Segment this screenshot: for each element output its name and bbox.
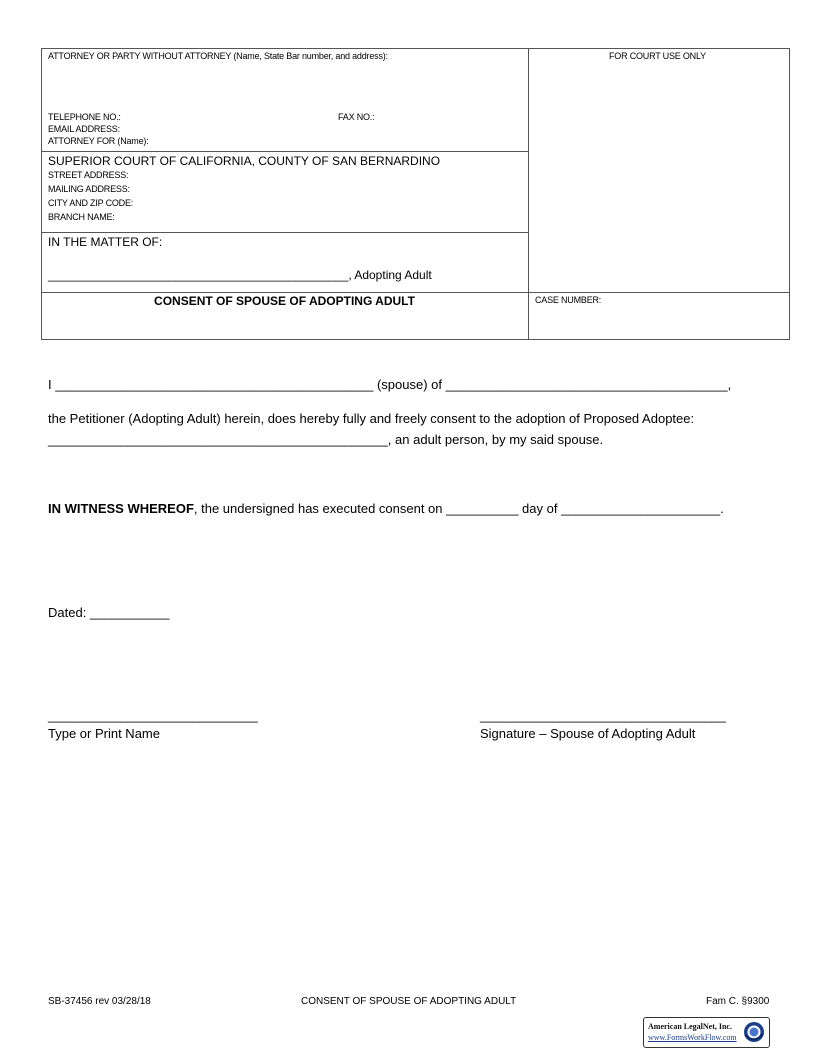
witness-text: , the undersigned has executed consent on __________ day of ______________________. [193, 501, 724, 516]
footer-title: CONSENT OF SPOUSE OF ADOPTING ADULT [301, 996, 517, 1007]
mailing-address-label: MAILING ADDRESS: [48, 184, 130, 194]
fax-label: FAX NO.: [338, 112, 375, 122]
caption-top-border [41, 48, 790, 49]
attorney-label: ATTORNEY OR PARTY WITHOUT ATTORNEY (Name, State Bar number, and address): [48, 51, 388, 61]
telephone-label: TELEPHONE NO.: [48, 112, 121, 122]
caption-bottom-border [41, 339, 790, 340]
court-use-label: FOR COURT USE ONLY [609, 51, 706, 61]
court-name: SUPERIOR COURT OF CALIFORNIA, COUNTY OF SAN BERNARDINO [48, 154, 441, 168]
city-zip-label: CITY AND ZIP CODE: [48, 198, 134, 208]
email-label: EMAIL ADDRESS: [48, 124, 120, 134]
form-title: CONSENT OF SPOUSE OF ADOPTING ADULT [154, 294, 415, 308]
spouse-line: I ____________________________________________ (spouse) of _______________________________________, [48, 377, 732, 392]
logo-company-name: American LegalNet, Inc. [648, 1022, 732, 1031]
attorney-for-label: ATTORNEY FOR (Name): [48, 136, 149, 146]
attorney-section-divider [41, 151, 528, 152]
statute-reference: Fam C. §9300 [706, 996, 770, 1007]
logo-website[interactable]: www.FormsWorkFlow.com [648, 1033, 737, 1042]
consent-statement: the Petitioner (Adopting Adult) herein, does hereby fully and freely consent to the adoption of Proposed Adoptee: [48, 411, 695, 426]
adoptee-line: _______________________________________________, an adult person, by my said spouse. [48, 432, 604, 447]
print-name-label: Type or Print Name [48, 726, 160, 741]
case-number-label: CASE NUMBER: [535, 295, 602, 305]
signature-line: __________________________________ [480, 708, 726, 723]
branch-name-label: BRANCH NAME: [48, 212, 115, 222]
print-name-line: _____________________________ [48, 708, 258, 723]
witness-line [48, 501, 724, 516]
caption-middle-divider [528, 48, 529, 340]
caption-right-border [789, 48, 790, 340]
matter-label: IN THE MATTER OF: [48, 235, 163, 249]
adopting-adult-line: _____________________________________________, Adopting Adult [48, 268, 432, 282]
court-section-divider [41, 232, 528, 233]
dated-line: Dated: ___________ [48, 605, 170, 620]
globe-icon [742, 1020, 766, 1044]
signature-label: Signature – Spouse of Adopting Adult [480, 726, 696, 741]
title-section-divider [41, 292, 790, 293]
witness-heading: IN WITNESS WHEREOF [48, 501, 194, 516]
form-code: SB-37456 rev 03/28/18 [48, 996, 151, 1007]
americanlegalnet-logo[interactable] [643, 1017, 770, 1048]
street-address-label: STREET ADDRESS: [48, 170, 129, 180]
